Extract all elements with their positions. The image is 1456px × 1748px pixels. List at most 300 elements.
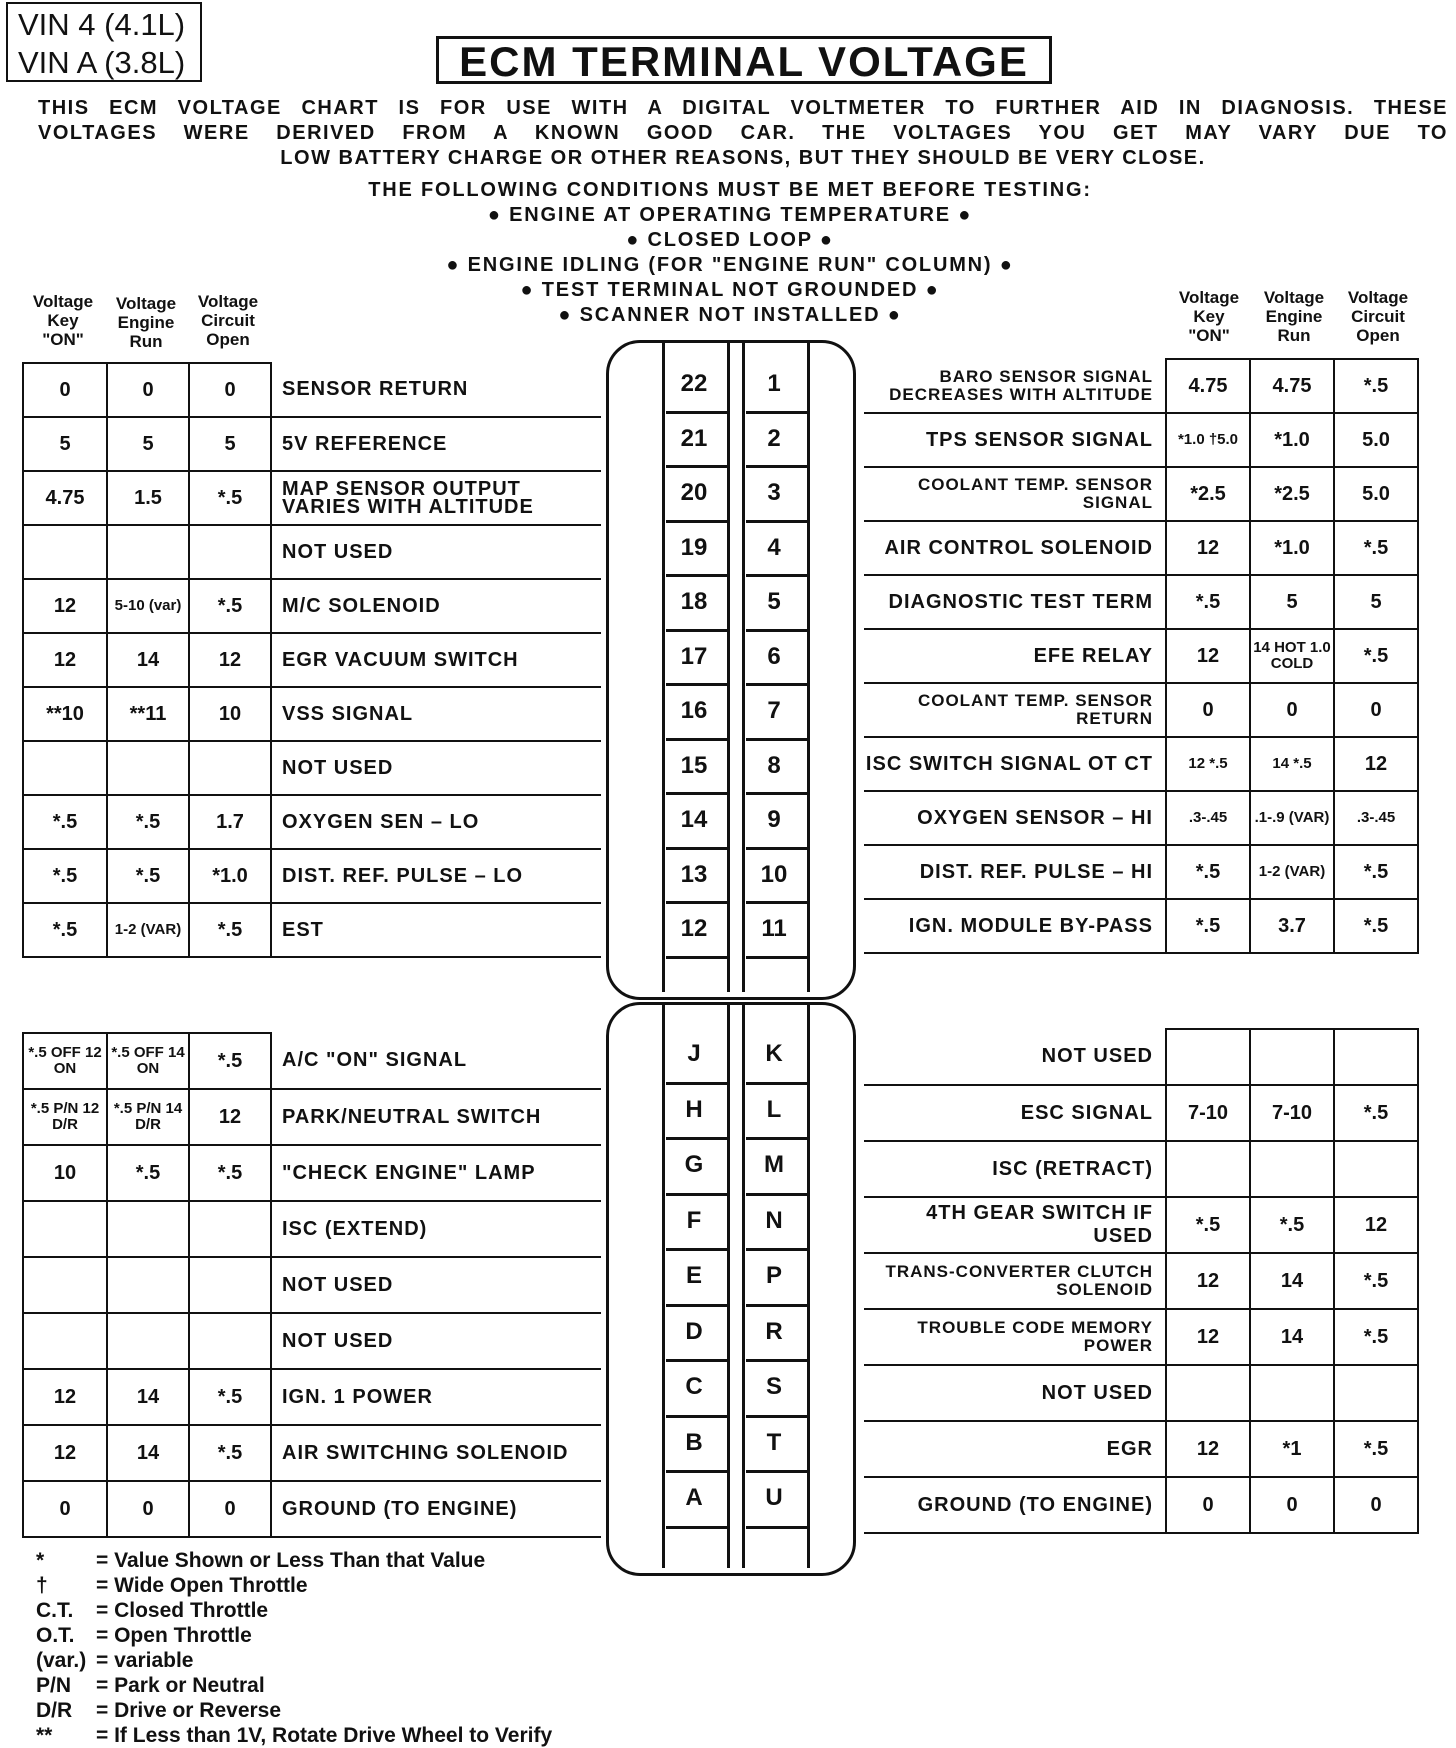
cell-engine-run (1250, 1141, 1334, 1197)
pin-divider (746, 1470, 808, 1473)
table-row (864, 413, 1418, 467)
cell-engine-run: *.5 P/N 14 D/R (107, 1089, 189, 1145)
cell-terminal-label: PARK/NEUTRAL SWITCH (271, 1089, 601, 1145)
table-row (864, 899, 1418, 953)
legend-item: O.T. = Open Throttle (36, 1624, 252, 1647)
cell-terminal-label: IGN. MODULE BY-PASS (864, 899, 1166, 953)
pin-label: 21 (680, 424, 708, 452)
pin-divider (746, 1193, 808, 1196)
pin-divider (746, 465, 808, 468)
legend (36, 1548, 552, 1748)
cell-circuit-open: *1.0 (189, 849, 271, 903)
connector-bottom (606, 1002, 856, 1576)
cell-circuit-open (189, 741, 271, 795)
table-row (864, 1197, 1418, 1253)
cell-key-on (23, 1257, 107, 1313)
cell-engine-run: 1-2 (VAR) (1250, 845, 1334, 899)
pin-label: H (685, 1095, 703, 1123)
pin-label: K (765, 1040, 783, 1067)
cell-engine-run: 3.7 (1250, 899, 1334, 953)
pin-divider (666, 1415, 728, 1418)
cell-engine-run: 5-10 (var) (107, 579, 189, 633)
vin-box (6, 2, 202, 82)
pin-label: 3 (767, 479, 781, 506)
cell-engine-run: 14 (107, 1425, 189, 1481)
cell-circuit-open (189, 1201, 271, 1257)
table-row (864, 575, 1418, 629)
cell-circuit-open: 12 (1334, 737, 1418, 791)
cell-circuit-open: *.5 (189, 471, 271, 525)
table-row (23, 1369, 601, 1425)
cell-terminal-label: MAP SENSOR OUTPUT VARIES WITH ALTITUDE (271, 471, 601, 525)
cell-engine-run: 0 (1250, 1477, 1334, 1533)
pin-divider (746, 1082, 808, 1085)
pin-divider (746, 1304, 808, 1307)
cell-engine-run: 1.5 (107, 471, 189, 525)
table-row (23, 795, 601, 849)
cell-key-on (23, 1313, 107, 1369)
cell-key-on: 12 (23, 1369, 107, 1425)
pin-divider (666, 465, 728, 468)
pin-label: C (685, 1373, 703, 1400)
cell-engine-run: 14 HOT 1.0 COLD (1250, 629, 1334, 683)
cell-engine-run: **11 (107, 687, 189, 741)
left-bottom-voltage-table (22, 1032, 601, 1538)
pin-label: 4 (767, 533, 781, 561)
pin-divider (746, 629, 808, 632)
pin-label: 12 (680, 915, 708, 942)
pin-label: D (685, 1317, 703, 1345)
cell-terminal-label: ISC (EXTEND) (271, 1201, 601, 1257)
cell-engine-run: *1.0 (1250, 413, 1334, 467)
legend-item: P/N = Park or Neutral (36, 1674, 265, 1697)
condition-item: ● SCANNER NOT INSTALLED ● (558, 304, 902, 326)
pin-label: S (765, 1373, 782, 1400)
conditions (300, 178, 1160, 328)
cell-engine-run: *.5 (107, 795, 189, 849)
cell-key-on: 12 (1166, 521, 1250, 575)
cell-circuit-open: 10 (189, 687, 271, 741)
pin-label: 19 (680, 533, 708, 561)
pin-divider (666, 1359, 728, 1362)
cell-engine-run: 14 (1250, 1309, 1334, 1365)
table-row (23, 1033, 601, 1089)
pin-label: 9 (767, 806, 781, 833)
table-row (864, 467, 1418, 521)
cell-circuit-open: 5.0 (1334, 467, 1418, 521)
legend-item: C.T. = Closed Throttle (36, 1599, 269, 1622)
cell-key-on: 12 (23, 579, 107, 633)
table-row (864, 1477, 1418, 1533)
pin-divider (746, 847, 808, 850)
table-row (864, 845, 1418, 899)
pin-label: U (765, 1484, 783, 1511)
cell-key-on (23, 741, 107, 795)
cell-terminal-label: OXYGEN SEN – LO (271, 795, 601, 849)
left-top-voltage-table (22, 362, 601, 958)
pin-label: R (765, 1317, 783, 1345)
cell-terminal-label: NOT USED (864, 1029, 1166, 1085)
cell-engine-run (107, 741, 189, 795)
table-row (864, 1421, 1418, 1477)
cell-key-on: 12 *.5 (1166, 737, 1250, 791)
pin-label: T (766, 1428, 782, 1456)
cell-key-on: 12 (23, 633, 107, 687)
cell-engine-run (107, 1257, 189, 1313)
pin-divider (746, 792, 808, 795)
cell-engine-run: .1-.9 (VAR) (1250, 791, 1334, 845)
table-row (23, 741, 601, 795)
table-row (864, 1253, 1418, 1309)
pin-label: 8 (767, 751, 781, 779)
cell-engine-run: *.5 OFF 14 ON (107, 1033, 189, 1089)
cell-key-on: 7-10 (1166, 1085, 1250, 1141)
table-row (23, 1257, 601, 1313)
cell-circuit-open (189, 525, 271, 579)
cell-key-on: *1.0 †5.0 (1166, 413, 1250, 467)
cell-key-on: *.5 P/N 12 D/R (23, 1089, 107, 1145)
pin-label: 14 (680, 806, 708, 833)
table-row (23, 849, 601, 903)
table-row (864, 1365, 1418, 1421)
cell-key-on: 0 (1166, 1477, 1250, 1533)
intro-text (38, 96, 1448, 171)
cell-circuit-open (189, 1313, 271, 1369)
pin-divider (666, 738, 728, 741)
right-header-circuit-open: Voltage Circuit Open (1347, 288, 1409, 345)
cell-key-on (23, 1201, 107, 1257)
cell-key-on: 12 (1166, 1253, 1250, 1309)
table-row (23, 471, 601, 525)
table-row (864, 683, 1418, 737)
cell-terminal-label: NOT USED (271, 1313, 601, 1369)
cell-circuit-open: 12 (1334, 1197, 1418, 1253)
right-top-voltage-table (864, 358, 1419, 954)
cell-key-on: 4.75 (1166, 359, 1250, 413)
cell-circuit-open: *.5 (1334, 845, 1418, 899)
pin-divider (666, 574, 728, 577)
vin-line-2: VIN A (3.8L) (18, 45, 186, 80)
cell-engine-run: *.5 (1250, 1197, 1334, 1253)
cell-key-on: *.5 (1166, 899, 1250, 953)
cell-circuit-open: *.5 (1334, 899, 1418, 953)
cell-circuit-open: *.5 (1334, 359, 1418, 413)
cell-engine-run (107, 525, 189, 579)
cell-terminal-label: OXYGEN SENSOR – HI (864, 791, 1166, 845)
pin-divider (666, 1193, 728, 1196)
cell-circuit-open: 0 (189, 363, 271, 417)
cell-engine-run: 14 *.5 (1250, 737, 1334, 791)
cell-terminal-label: ISC (RETRACT) (864, 1141, 1166, 1197)
pin-label: G (684, 1151, 704, 1178)
condition-item: ● TEST TERMINAL NOT GROUNDED ● (520, 279, 940, 301)
pin-divider (666, 1082, 728, 1085)
table-row (23, 525, 601, 579)
cell-terminal-label: EGR VACUUM SWITCH (271, 633, 601, 687)
table-row (23, 1201, 601, 1257)
cell-key-on: 0 (23, 1481, 107, 1537)
cell-circuit-open: *.5 (1334, 1253, 1418, 1309)
table-row (864, 629, 1418, 683)
pin-divider (746, 1248, 808, 1251)
pin-divider (746, 574, 808, 577)
cell-engine-run: 0 (107, 363, 189, 417)
cell-circuit-open: *.5 (1334, 521, 1418, 575)
cell-circuit-open: .3-.45 (1334, 791, 1418, 845)
pin-label: 1 (767, 370, 781, 397)
cell-engine-run: 7-10 (1250, 1085, 1334, 1141)
cell-engine-run: 0 (1250, 683, 1334, 737)
cell-engine-run: 0 (107, 1481, 189, 1537)
table-row (23, 417, 601, 471)
cell-terminal-label: BARO SENSOR SIGNAL DECREASES WITH ALTITUDE (864, 359, 1166, 413)
cell-circuit-open: *.5 (1334, 629, 1418, 683)
table-row (23, 1089, 601, 1145)
table-row (864, 1029, 1418, 1085)
legend-item: (var.) = variable (36, 1649, 194, 1672)
cell-circuit-open: 5.0 (1334, 413, 1418, 467)
intro-line-2: VOLTAGES WERE DERIVED FROM A KNOWN GOOD CAR. THE VOLTAGES YOU GET MAY VARY DUE TO (38, 122, 1448, 144)
intro-line-1: THIS ECM VOLTAGE CHART IS FOR USE WITH A DIGITAL VOLTMETER TO FURTHER AID IN DIAGNOSIS. THESE (38, 97, 1448, 119)
cell-terminal-label: VSS SIGNAL (271, 687, 601, 741)
pin-label: 6 (767, 642, 781, 670)
conditions-heading: THE FOLLOWING CONDITIONS MUST BE MET BEFORE TESTING: (368, 179, 1092, 201)
cell-circuit-open: 5 (1334, 575, 1418, 629)
table-row (864, 521, 1418, 575)
cell-engine-run: *.5 (107, 849, 189, 903)
condition-item: ● CLOSED LOOP ● (626, 229, 834, 251)
cell-engine-run: 5 (107, 417, 189, 471)
pin-divider (746, 520, 808, 523)
cell-terminal-label: NOT USED (271, 1257, 601, 1313)
pin-divider (746, 411, 808, 414)
pin-label: 18 (680, 588, 708, 615)
cell-terminal-label: TRANS-CONVERTER CLUTCH SOLENOID (864, 1253, 1166, 1309)
legend-item: * = Value Shown or Less Than that Value (36, 1549, 486, 1572)
table-row (23, 1145, 601, 1201)
pin-divider (666, 520, 728, 523)
cell-terminal-label: GROUND (TO ENGINE) (864, 1477, 1166, 1533)
cell-terminal-label: ESC SIGNAL (864, 1085, 1166, 1141)
table-row (864, 1309, 1418, 1365)
cell-engine-run: 14 (107, 1369, 189, 1425)
cell-circuit-open: 0 (189, 1481, 271, 1537)
table-row (23, 1313, 601, 1369)
left-header-circuit-open: Voltage Circuit Open (197, 292, 259, 349)
pin-label: L (766, 1095, 782, 1123)
cell-terminal-label: EFE RELAY (864, 629, 1166, 683)
cell-engine-run: *.5 (107, 1145, 189, 1201)
pin-divider (666, 629, 728, 632)
pin-divider (746, 738, 808, 741)
cell-circuit-open: 5 (189, 417, 271, 471)
cell-engine-run: 1-2 (VAR) (107, 903, 189, 957)
cell-circuit-open: *.5 (189, 579, 271, 633)
cell-terminal-label: AIR SWITCHING SOLENOID (271, 1425, 601, 1481)
cell-engine-run (1250, 1365, 1334, 1421)
vin-line-1: VIN 4 (4.1L) (18, 7, 186, 42)
pin-label: M (764, 1151, 784, 1178)
pin-label: 15 (680, 751, 708, 779)
cell-circuit-open: 12 (189, 1089, 271, 1145)
pin-label: 2 (767, 424, 781, 452)
cell-circuit-open: 0 (1334, 683, 1418, 737)
cell-key-on: 12 (23, 1425, 107, 1481)
cell-key-on (1166, 1365, 1250, 1421)
cell-terminal-label: ISC SWITCH SIGNAL OT CT (864, 737, 1166, 791)
table-row (23, 363, 601, 417)
cell-terminal-label: TROUBLE CODE MEMORY POWER (864, 1309, 1166, 1365)
cell-key-on: 5 (23, 417, 107, 471)
pin-label: 20 (680, 479, 708, 506)
cell-terminal-label: M/C SOLENOID (271, 579, 601, 633)
cell-key-on: 4.75 (23, 471, 107, 525)
pin-divider (666, 956, 728, 959)
cell-terminal-label: NOT USED (864, 1365, 1166, 1421)
pin-divider (666, 1304, 728, 1307)
table-row (864, 1141, 1418, 1197)
connector-top (606, 340, 856, 1000)
cell-terminal-label: COOLANT TEMP. SENSOR RETURN (864, 683, 1166, 737)
cell-engine-run: 14 (1250, 1253, 1334, 1309)
cell-key-on: **10 (23, 687, 107, 741)
cell-engine-run: 5 (1250, 575, 1334, 629)
pin-label: P (765, 1262, 782, 1289)
legend-item: D/R = Drive or Reverse (36, 1699, 282, 1722)
left-header-engine-run: Voltage Engine Run (115, 294, 177, 351)
cell-circuit-open (1334, 1141, 1418, 1197)
pin-label: F (686, 1206, 702, 1234)
table-row (864, 1085, 1418, 1141)
cell-engine-run: 4.75 (1250, 359, 1334, 413)
pin-label: J (687, 1040, 701, 1067)
right-header-engine-run: Voltage Engine Run (1263, 288, 1325, 345)
cell-circuit-open (1334, 1365, 1418, 1421)
legend-item: † = Wide Open Throttle (36, 1574, 308, 1597)
table-row (864, 737, 1418, 791)
cell-circuit-open: *.5 (189, 1145, 271, 1201)
cell-engine-run (107, 1313, 189, 1369)
cell-terminal-label: COOLANT TEMP. SENSOR SIGNAL (864, 467, 1166, 521)
pin-label: 13 (680, 860, 708, 888)
cell-terminal-label: DIST. REF. PULSE – LO (271, 849, 601, 903)
pin-divider (666, 1248, 728, 1251)
cell-key-on: 0 (1166, 683, 1250, 737)
cell-circuit-open: *.5 (189, 1425, 271, 1481)
page-title: ECM TERMINAL VOLTAGE (436, 36, 1052, 84)
table-row (23, 579, 601, 633)
table-row (864, 359, 1418, 413)
cell-key-on: *.5 (23, 849, 107, 903)
cell-circuit-open (1334, 1029, 1418, 1085)
cell-key-on: .3-.45 (1166, 791, 1250, 845)
cell-circuit-open: *.5 (1334, 1085, 1418, 1141)
cell-terminal-label: DIST. REF. PULSE – HI (864, 845, 1166, 899)
cell-terminal-label: 5V REFERENCE (271, 417, 601, 471)
table-row (23, 633, 601, 687)
pin-label: N (765, 1206, 783, 1234)
cell-terminal-label: A/C "ON" SIGNAL (271, 1033, 601, 1089)
cell-terminal-label: 4TH GEAR SWITCH IF USED (864, 1197, 1166, 1253)
cell-key-on: 12 (1166, 1421, 1250, 1477)
cell-key-on: *.5 (1166, 845, 1250, 899)
pin-label: E (685, 1262, 702, 1289)
cell-circuit-open: 0 (1334, 1477, 1418, 1533)
pin-label: 17 (680, 642, 708, 670)
pin-divider (666, 901, 728, 904)
intro-line-3: LOW BATTERY CHARGE OR OTHER REASONS, BUT THEY SHOULD BE VERY CLOSE. (280, 147, 1206, 169)
cell-key-on (1166, 1029, 1250, 1085)
cell-key-on: *.5 (23, 795, 107, 849)
cell-key-on: *2.5 (1166, 467, 1250, 521)
left-header-key-on: Voltage Key "ON" (32, 292, 94, 349)
cell-terminal-label: EGR (864, 1421, 1166, 1477)
pin-divider (666, 847, 728, 850)
cell-terminal-label: DIAGNOSTIC TEST TERM (864, 575, 1166, 629)
pin-label: 5 (767, 588, 781, 615)
cell-key-on: 10 (23, 1145, 107, 1201)
cell-key-on: *.5 OFF 12 ON (23, 1033, 107, 1089)
cell-key-on: 0 (23, 363, 107, 417)
pin-divider (666, 683, 728, 686)
table-row (23, 1481, 601, 1537)
cell-engine-run (1250, 1029, 1334, 1085)
condition-item: ● ENGINE AT OPERATING TEMPERATURE ● (487, 204, 973, 226)
cell-engine-run: 14 (107, 633, 189, 687)
cell-terminal-label: GROUND (TO ENGINE) (271, 1481, 601, 1537)
pin-divider (746, 1526, 808, 1529)
cell-terminal-label: EST (271, 903, 601, 957)
pin-divider (746, 956, 808, 959)
pin-divider (746, 683, 808, 686)
cell-terminal-label: "CHECK ENGINE" LAMP (271, 1145, 601, 1201)
cell-circuit-open: 1.7 (189, 795, 271, 849)
pin-divider (666, 1137, 728, 1140)
cell-key-on: *.5 (23, 903, 107, 957)
table-row (23, 687, 601, 741)
pin-divider (666, 1470, 728, 1473)
pin-divider (746, 1137, 808, 1140)
table-row (23, 1425, 601, 1481)
pin-divider (666, 1526, 728, 1529)
cell-terminal-label: NOT USED (271, 741, 601, 795)
condition-item: ● ENGINE IDLING (FOR "ENGINE RUN" COLUMN) ● (446, 254, 1014, 276)
cell-key-on: 12 (1166, 629, 1250, 683)
cell-key-on: *.5 (1166, 1197, 1250, 1253)
pin-divider (746, 901, 808, 904)
pin-label: 11 (761, 915, 787, 942)
cell-key-on: 12 (1166, 1309, 1250, 1365)
cell-terminal-label: NOT USED (271, 525, 601, 579)
cell-circuit-open: *.5 (1334, 1309, 1418, 1365)
pin-divider (666, 792, 728, 795)
cell-key-on (23, 525, 107, 579)
cell-circuit-open: *.5 (1334, 1421, 1418, 1477)
cell-circuit-open: *.5 (189, 1033, 271, 1089)
cell-engine-run: *1 (1250, 1421, 1334, 1477)
cell-engine-run (107, 1201, 189, 1257)
cell-terminal-label: SENSOR RETURN (271, 363, 601, 417)
pin-divider (666, 411, 728, 414)
cell-circuit-open: *.5 (189, 1369, 271, 1425)
cell-key-on (1166, 1141, 1250, 1197)
pin-divider (746, 1359, 808, 1362)
cell-circuit-open: 12 (189, 633, 271, 687)
cell-circuit-open: *.5 (189, 903, 271, 957)
pin-label: A (685, 1484, 703, 1511)
right-header-key-on: Voltage Key "ON" (1178, 288, 1240, 345)
cell-terminal-label: TPS SENSOR SIGNAL (864, 413, 1166, 467)
